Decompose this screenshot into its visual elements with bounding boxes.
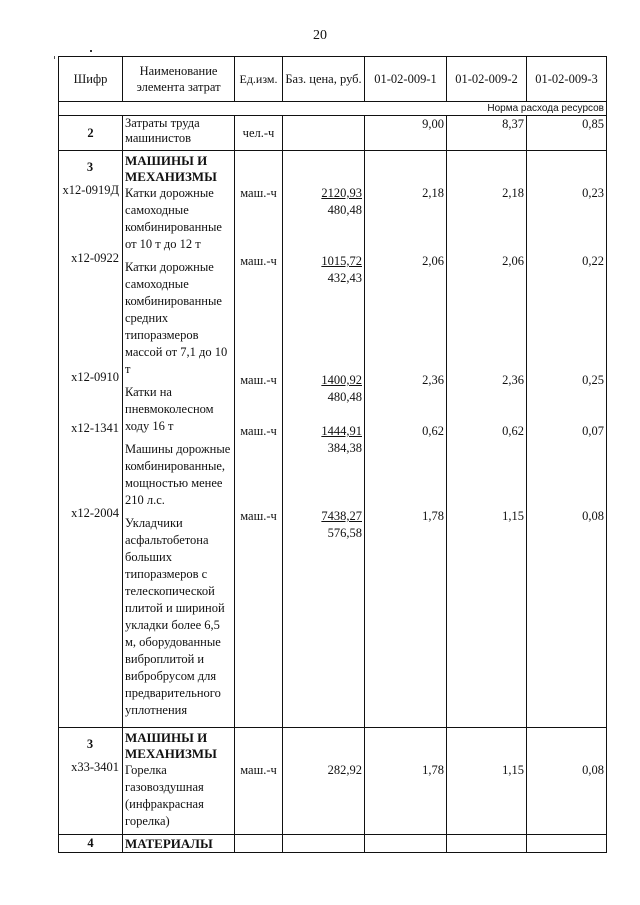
item-v3: 0,08 (582, 763, 604, 777)
section-machines-2 (59, 728, 607, 835)
item-name: Катки на пневмоколесном ходу 16 т (125, 385, 214, 433)
page-number: 20 (313, 28, 327, 43)
labor-v1: 9,00 (365, 116, 447, 151)
item-price: 1444,91 (321, 424, 362, 438)
item-v2: 2,18 (502, 186, 524, 200)
item-v1: 2,18 (422, 186, 444, 200)
item-price: 1400,92 (321, 373, 362, 387)
item-price: 282,92 (327, 763, 362, 777)
item-v2: 0,62 (502, 424, 524, 438)
labor-v3: 0,85 (527, 116, 607, 151)
item-name: Катки дорожные самоходные комбинированные от 10 т до 12 т (125, 186, 222, 251)
item-name: Укладчики асфальтобетона больших типоразмеров с телескопической плитой и шириной укладки более 6,5 м, оборудованные виброплитой и вибробрусом для предварительного уплотнения (125, 516, 225, 717)
item-price-secondary: 480,48 (327, 203, 362, 217)
item-name: Машины дорожные комбинированные, мощностью менее 210 л.с. (125, 442, 231, 507)
item-v3: 0,23 (582, 186, 604, 200)
item-v2: 1,15 (502, 763, 524, 777)
labor-unit: чел.-ч (235, 116, 283, 151)
section-title: МАШИНЫ И МЕХАНИЗМЫ (125, 153, 217, 184)
item-code: х12-1341 (71, 421, 119, 435)
item-price: 1015,72 (321, 254, 362, 268)
header-name: Наименование элемента затрат (123, 57, 235, 102)
table-row-labor (59, 116, 607, 151)
item-unit: маш.-ч (240, 424, 277, 438)
section-num: 4 (59, 835, 123, 853)
section-title: МАТЕРИАЛЫ (123, 835, 235, 853)
item-v1: 1,78 (422, 763, 444, 777)
norm-row (59, 102, 607, 116)
section-num: 3 (86, 160, 94, 174)
header-price: Баз. цена, руб. (283, 57, 365, 102)
scan-mark (54, 56, 55, 59)
item-price-secondary: 576,58 (327, 526, 362, 540)
header-code: Шифр (59, 57, 123, 102)
item-name: Горелка газовоздушная (инфракрасная горелка) (125, 763, 204, 828)
item-unit: маш.-ч (240, 186, 277, 200)
item-v3: 0,07 (582, 424, 604, 438)
section-num: 3 (86, 737, 94, 751)
item-v3: 0,08 (582, 509, 604, 523)
item-unit: маш.-ч (240, 763, 277, 777)
item-code: х12-0922 (71, 251, 119, 265)
header-col3: 01-02-009-3 (527, 57, 607, 102)
labor-name: Затраты труда машинистов (123, 116, 235, 151)
labor-num: 2 (59, 116, 123, 151)
item-v1: 0,62 (422, 424, 444, 438)
header-unit: Ед.изм. (235, 57, 283, 102)
item-price-secondary: 432,43 (327, 271, 362, 285)
item-code: х12-0910 (71, 370, 119, 384)
item-v1: 1,78 (422, 509, 444, 523)
resource-table (58, 56, 607, 853)
item-code: х12-2004 (71, 506, 119, 520)
item-unit: маш.-ч (240, 509, 277, 523)
labor-v2: 8,37 (447, 116, 527, 151)
header-col2: 01-02-009-2 (447, 57, 527, 102)
item-price-secondary: 480,48 (327, 390, 362, 404)
item-name: Катки дорожные самоходные комбинированные средних типоразмеров массой от 7,1 до 10 т (125, 260, 228, 376)
item-unit: маш.-ч (240, 373, 277, 387)
item-v1: 2,36 (422, 373, 444, 387)
item-v1: 2,06 (422, 254, 444, 268)
header-row (59, 57, 607, 102)
item-code: х12-0919Д (62, 183, 119, 197)
item-v2: 1,15 (502, 509, 524, 523)
scan-mark (90, 50, 92, 52)
item-v3: 0,25 (582, 373, 604, 387)
item-price: 2120,93 (321, 186, 362, 200)
item-price: 7438,27 (321, 509, 362, 523)
header-col1: 01-02-009-1 (365, 57, 447, 102)
item-v2: 2,06 (502, 254, 524, 268)
item-code: х33-3401 (71, 760, 119, 774)
item-v2: 2,36 (502, 373, 524, 387)
norm-label: Норма расхода ресурсов (59, 102, 607, 116)
section-machines-1 (59, 151, 607, 728)
item-unit: маш.-ч (240, 254, 277, 268)
section-materials (59, 835, 607, 853)
item-v3: 0,22 (582, 254, 604, 268)
section-title: МАШИНЫ И МЕХАНИЗМЫ (125, 730, 217, 761)
item-price-secondary: 384,38 (327, 441, 362, 455)
